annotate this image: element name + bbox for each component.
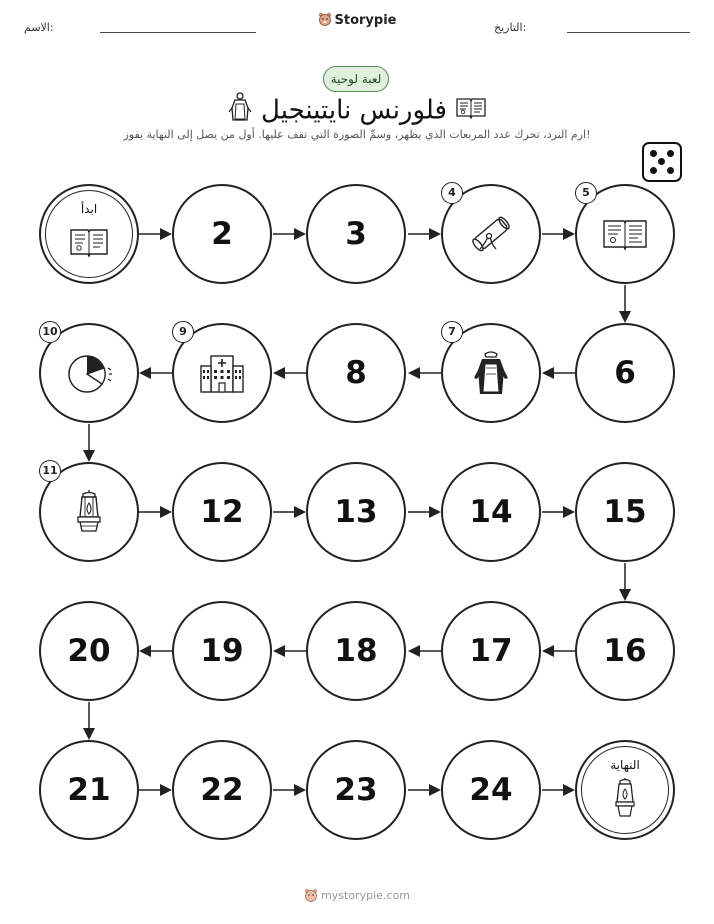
board-cell-finish[interactable] [575,740,675,840]
cell-number-badge: 11 [39,460,61,482]
board-cell-11[interactable] [39,462,139,562]
finish-label: النهاية [610,758,640,772]
board-cell-14[interactable] [441,462,541,562]
name-label: الاسم: [24,21,54,34]
cell-number: 21 [67,772,111,808]
cell-number-badge: 5 [575,182,597,204]
oil-lamp-icon [64,487,114,537]
board-cell-7[interactable] [441,323,541,423]
pie-chart-icon [64,348,114,398]
cell-number: 23 [334,772,378,808]
board-cell-19[interactable] [172,601,272,701]
board-cell-18[interactable] [306,601,406,701]
cell-number-badge: 7 [441,321,463,343]
board-cell-start[interactable] [39,184,139,284]
cell-number: 19 [200,633,244,669]
cell-number: 15 [603,494,647,530]
cell-number: 22 [200,772,244,808]
cell-number: 13 [334,494,378,530]
board-cell-24[interactable] [441,740,541,840]
board-cell-21[interactable] [39,740,139,840]
cell-number-badge: 10 [39,321,61,343]
cell-number: 24 [469,772,513,808]
start-label: ابدأ [80,202,98,216]
instructions: ارم النرد، تحرك عدد المربعات الذي يظهر، وسمِّ الصورة التي تقف عليها. أول من يصل إلى النهاية يفوز! [123,128,591,141]
cell-number: 8 [345,355,367,391]
hospital-building-icon [197,348,247,398]
board-cell-22[interactable] [172,740,272,840]
game-type-badge: لعبة لوحية [323,66,389,92]
board-cell-23[interactable] [306,740,406,840]
board-cell-13[interactable] [306,462,406,562]
cell-number-badge: 4 [441,182,463,204]
brand-name: Storypie [334,13,397,28]
scroll-diploma-icon [466,209,516,259]
page-title: فلورنس نايتينجيل [261,95,447,126]
board-cell-3[interactable] [306,184,406,284]
open-book-icon [600,209,650,259]
nurse-uniform-icon [466,348,516,398]
board-cell-6[interactable] [575,323,675,423]
cell-number: 16 [603,633,647,669]
board-cell-15[interactable] [575,462,675,562]
cell-number: 6 [614,355,636,391]
board-cell-12[interactable] [172,462,272,562]
board-cell-20[interactable] [39,601,139,701]
board-cell-4[interactable] [441,184,541,284]
bear-logo-icon [304,888,318,902]
board-cell-5[interactable] [575,184,675,284]
footer [0,888,714,902]
board-cell-9[interactable] [172,323,272,423]
cell-number: 14 [469,494,513,530]
date-label: التاريخ: [494,21,527,34]
cell-number: 17 [469,633,513,669]
oil-lamp-icon [605,776,645,820]
cell-number: 2 [211,216,233,252]
open-book-icon [69,220,109,264]
cell-number: 20 [67,633,111,669]
cell-number: 18 [334,633,378,669]
board-cell-10[interactable] [39,323,139,423]
board-cell-2[interactable] [172,184,272,284]
board-cell-8[interactable] [306,323,406,423]
cell-number-badge: 9 [172,321,194,343]
cell-number: 12 [200,494,244,530]
cell-number: 3 [345,216,367,252]
board-cell-16[interactable] [575,601,675,701]
footer-url[interactable]: mystorypie.com [321,889,410,902]
board-cell-17[interactable] [441,601,541,701]
